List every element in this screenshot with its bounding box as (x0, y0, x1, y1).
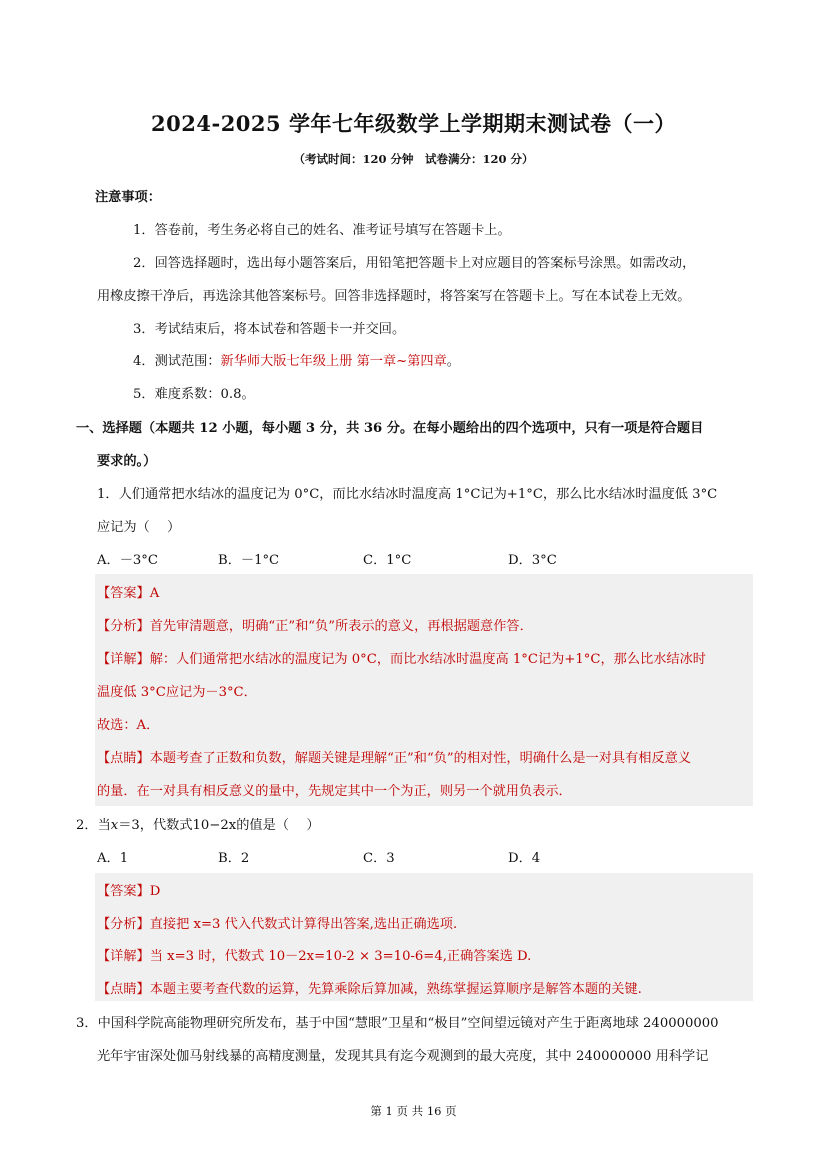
q1-comment-line-2: 的量．在一对具有相反意义的量中，先规定其中一个为正，则另一个就用负表示． (97, 784, 572, 799)
notice-item-3: 3．考试结束后，将本试卷和答题卡一并交回。 (133, 322, 406, 337)
q1-stem-line-1: 1．人们通常把水结冰的温度记为 0°C，而比水结冰时温度高 1°C记为+1°C，那么比水结冰时温度低 3°C (97, 487, 718, 502)
q2-option-b: B．2 (218, 851, 250, 866)
q2-stem-eq: ＝3，代数式 (118, 818, 193, 833)
q3-stem-line-2: 光年宇宙深处伽马射线暴的高精度测量，发现其具有迄今观测到的最大亮度，其中 240000000 用科学记 (97, 1049, 709, 1064)
q2-stem (76, 814, 320, 833)
q2-option-a: A．1 (97, 851, 129, 866)
page-title: 2024-2025 学年七年级数学上学期期末测试卷（一） (151, 111, 676, 136)
q1-detail-line-2: 温度低 3°C应记为－3°C． (97, 685, 257, 700)
section-heading-line-2: 要求的。） (97, 454, 157, 469)
q1-option-d: D．3°C (508, 553, 557, 568)
q2-detail: 【详解】当 x=3 时，代数式 10－2x=10-2 × 3=10-6=4,正确答案选 D. (97, 949, 532, 964)
q2-analysis: 【分析】直接把 x=3 代入代数式计算得出答案,选出正确选项. (97, 917, 458, 932)
q2-stem-prefix: 2．当 (76, 818, 111, 833)
notice-item-4 (133, 350, 460, 369)
q1-option-c: C．1°C (363, 553, 412, 568)
page-subtitle: （考试时间：120 分钟 试卷满分：120 分） (293, 152, 534, 166)
q1-stem-line-2: 应记为（ ） (97, 520, 181, 535)
q1-option-a: A．－3°C (97, 553, 158, 568)
q1-detail-line-1: 【详解】解：人们通常把水结冰的温度记为 0°C，而比水结冰时温度高 1°C记为+1°C，那么比水结冰时 (97, 652, 706, 667)
notice-item-2-line-1: 2．回答选择题时，选出每小题答案后，用铅笔把答题卡上对应题目的答案标号涂黑。如需改动， (133, 256, 696, 271)
q1-comment-line-1: 【点睛】本题考查了正数和负数，解题关键是理解“正”和“负”的相对性，明确什么是一对具有相反意义 (97, 751, 692, 766)
q1-choice: 故选：A． (97, 718, 160, 733)
q1-option-b: B．－1°C (218, 553, 280, 568)
q2-stem-suffix: 的值是（ ） (236, 818, 320, 833)
q2-expression: 10−2x (192, 818, 237, 833)
notice-item-1: 1．答卷前，考生务必将自己的姓名、准考证号填写在答题卡上。 (133, 223, 511, 238)
q2-comment: 【点睛】本题主要考查代数的运算，先算乘除后算加减，熟练掌握运算顺序是解答本题的关键. (97, 982, 642, 997)
q2-option-c: C．3 (363, 851, 395, 866)
notice-item-5: 5．难度系数：0.8。 (133, 387, 255, 402)
q3-stem-line-1: 3．中国科学院高能物理研究所发布，基于中国“慧眼”卫星和“极目”空间望远镜对产生于距离地球 240000000 (76, 1016, 719, 1031)
test-range: 新华师大版七年级上册 第一章~第四章 (220, 354, 447, 369)
notice-item-2-line-2: 用橡皮擦干净后，再选涂其他答案标号。回答非选择题时，将答案写在答题卡上。写在本试卷上无效。 (97, 289, 691, 304)
notice-item-4-prefix: 4．测试范围： (133, 354, 221, 369)
q1-answer: 【答案】A (97, 586, 160, 601)
section-heading-line-1: 一、选择题（本题共 12 小题，每小题 3 分，共 36 分。在每小题给出的四个选项中，只有一项是符合题目 (76, 421, 704, 436)
q2-answer: 【答案】D (97, 884, 161, 899)
notice-item-4-suffix: 。 (446, 354, 460, 369)
q2-variable: x (110, 818, 119, 833)
q2-option-d: D．4 (508, 851, 541, 866)
notice-heading: 注意事项： (95, 190, 161, 205)
page-footer: 第 1 页 共 16 页 (370, 1104, 457, 1118)
q1-analysis: 【分析】首先审清题意，明确“正”和“负”所表示的意义，再根据题意作答． (97, 619, 533, 634)
